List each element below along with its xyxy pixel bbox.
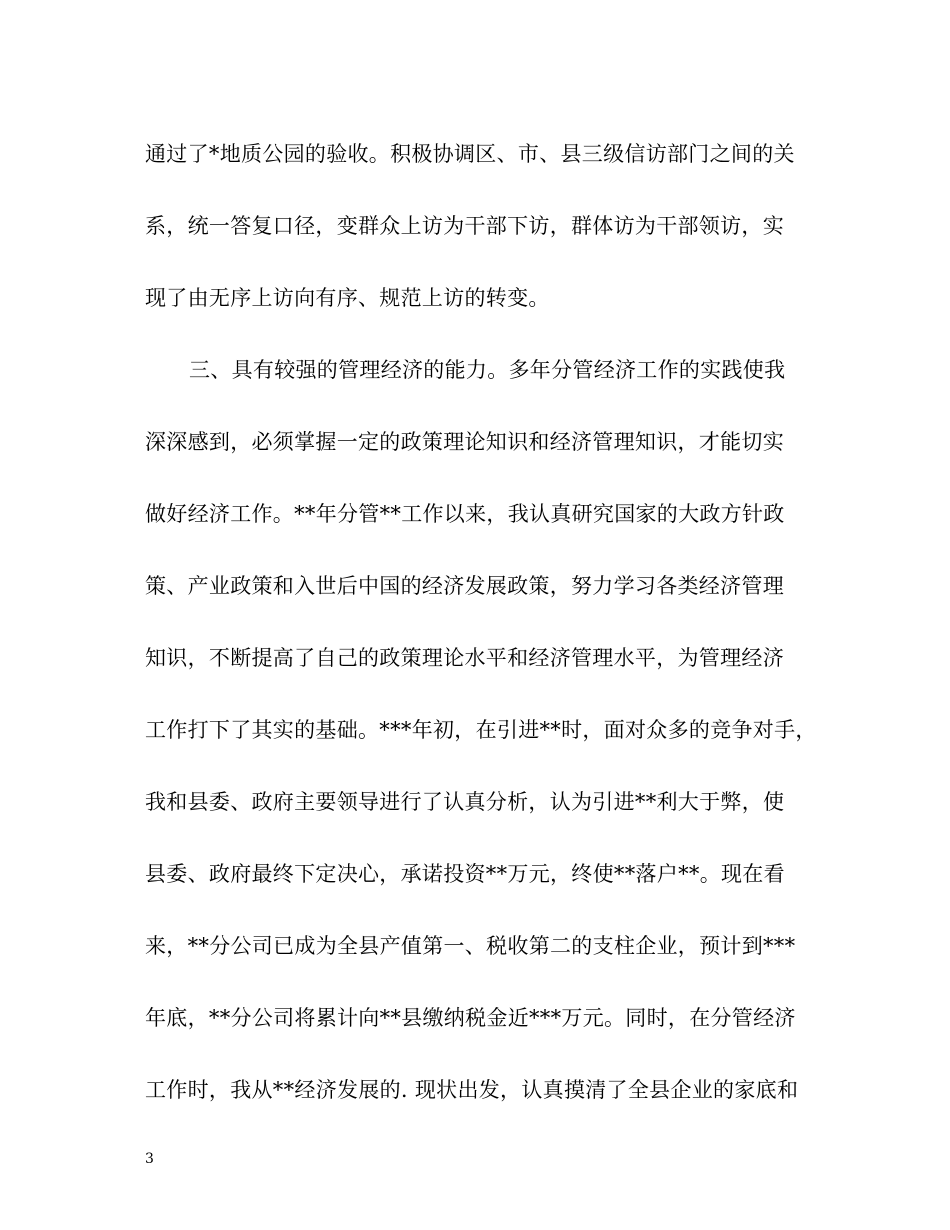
text-line: 现了由无序上访向有序、规范上访的转变。 [145, 286, 550, 310]
text-line: 来，**分公司已成为全县产值第一、税收第二的支柱企业，预计到*** [145, 934, 796, 958]
text-line: 做好经济工作。**年分管**工作以来，我认真研究国家的大政方针政 [145, 502, 785, 526]
body-text [145, 118, 825, 1126]
text-line: 系，统一答复口径，变群众上访为干部下访，群体访为干部领访，实 [145, 214, 784, 238]
text-line: 通过了*地质公园的验收。积极协调区、市、县三级信访部门之间的关 [145, 142, 795, 166]
text-line: 知识，不断提高了自己的政策理论水平和经济管理水平，为管理经济 [145, 646, 784, 670]
text-line: 工作打下了其实的基础。***年初，在引进**时，面对众多的竞争对手， [145, 718, 817, 742]
text-line: 策、产业政策和入世后中国的经济发展政策，努力学习各类经济管理 [145, 574, 784, 598]
text-line: 深深感到，必须掌握一定的政策理论知识和经济管理知识，才能切实 [145, 430, 784, 454]
text-line: 工作时，我从**经济发展的. 现状出发，认真摸清了全县企业的家底和 [145, 1078, 799, 1102]
paragraph-start-line: 三、具有较强的管理经济的能力。多年分管经济工作的实践使我 [189, 358, 786, 382]
text-line: 年底，**分公司将累计向**县缴纳税金近***万元。同时，在分管经济 [145, 1006, 796, 1030]
text-line: 县委、政府最终下定决心，承诺投资**万元，终使**落户**。现在看 [145, 862, 785, 886]
page-number: 3 [145, 1151, 154, 1167]
text-line: 我和县委、政府主要领导进行了认真分析，认为引进**利大于弊，使 [145, 790, 785, 814]
